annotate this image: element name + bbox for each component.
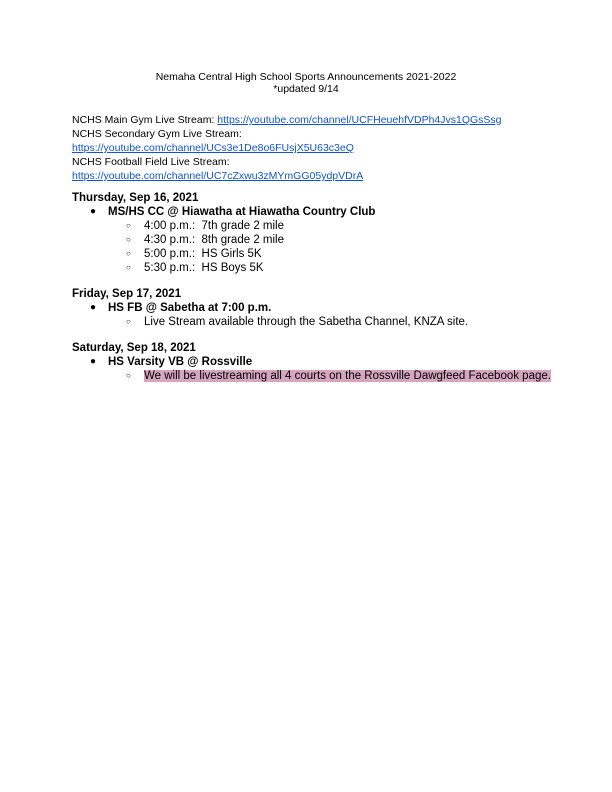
- event-note: ○ Live Stream available through the Sabetha Channel, KNZA site.: [126, 316, 469, 329]
- event-thursday: [90, 205, 375, 219]
- schedule-item: ○ 4:30 p.m.: 8th grade 2 mile: [126, 234, 284, 247]
- live-stream-links: [72, 113, 592, 183]
- day-heading-thursday: Thursday, Sep 16, 2021: [72, 192, 199, 204]
- circle-bullet-icon: ○: [126, 235, 131, 244]
- highlighted-text: We will be livestreaming all 4 courts on the Rossville Dawgfeed Facebook page.: [144, 370, 551, 383]
- document-title: Nemaha Central High School Sports Announcements 2021-2022: [155, 71, 457, 83]
- event-note-highlighted: [126, 369, 551, 383]
- day-heading-saturday: Saturday, Sep 18, 2021: [72, 342, 196, 354]
- bullet-icon: ●: [90, 356, 97, 367]
- bullet-icon: ●: [90, 302, 97, 313]
- main-gym-link[interactable]: https://youtube.com/channel/UCFHeuehfVDPh4Jvs1QGsSsg: [217, 114, 502, 126]
- event-label: HS Varsity VB @ Rossville: [108, 356, 253, 368]
- football-link[interactable]: https://youtube.com/channel/UC7cZxwu3zMYmGG05ydpVDrA: [72, 170, 364, 182]
- day-heading-friday: Friday, Sep 17, 2021: [72, 288, 182, 300]
- main-gym-label: NCHS Main Gym Live Stream:: [72, 114, 218, 126]
- circle-bullet-icon: ○: [126, 221, 131, 230]
- event-saturday: [90, 355, 252, 369]
- bullet-icon: ●: [90, 206, 97, 217]
- circle-bullet-icon: ○: [126, 263, 131, 272]
- schedule-item: ○ 5:30 p.m.: HS Boys 5K: [126, 262, 264, 275]
- schedule-item: ○ 5:00 p.m.: HS Girls 5K: [126, 248, 262, 261]
- updated-note: *updated 9/14: [273, 83, 339, 95]
- circle-bullet-icon: ○: [126, 317, 131, 326]
- circle-bullet-icon: ○: [126, 249, 131, 258]
- secondary-gym-label: NCHS Secondary Gym Live Stream:: [72, 128, 242, 140]
- event-label: HS FB @ Sabetha at 7:00 p.m.: [108, 302, 272, 314]
- main-gym-stream: [72, 113, 592, 127]
- secondary-gym-link[interactable]: https://youtube.com/channel/UCs3e1De8o6FUsjX5U63c3eQ: [72, 142, 354, 154]
- event-friday: [90, 301, 271, 315]
- schedule-item: ○ 4:00 p.m.: 7th grade 2 mile: [126, 220, 284, 233]
- event-label: MS/HS CC @ Hiawatha at Hiawatha Country Club: [108, 206, 376, 218]
- title-block: [0, 71, 612, 95]
- circle-bullet-icon: ○: [126, 371, 131, 380]
- football-label: NCHS Football Field Live Stream:: [72, 156, 230, 168]
